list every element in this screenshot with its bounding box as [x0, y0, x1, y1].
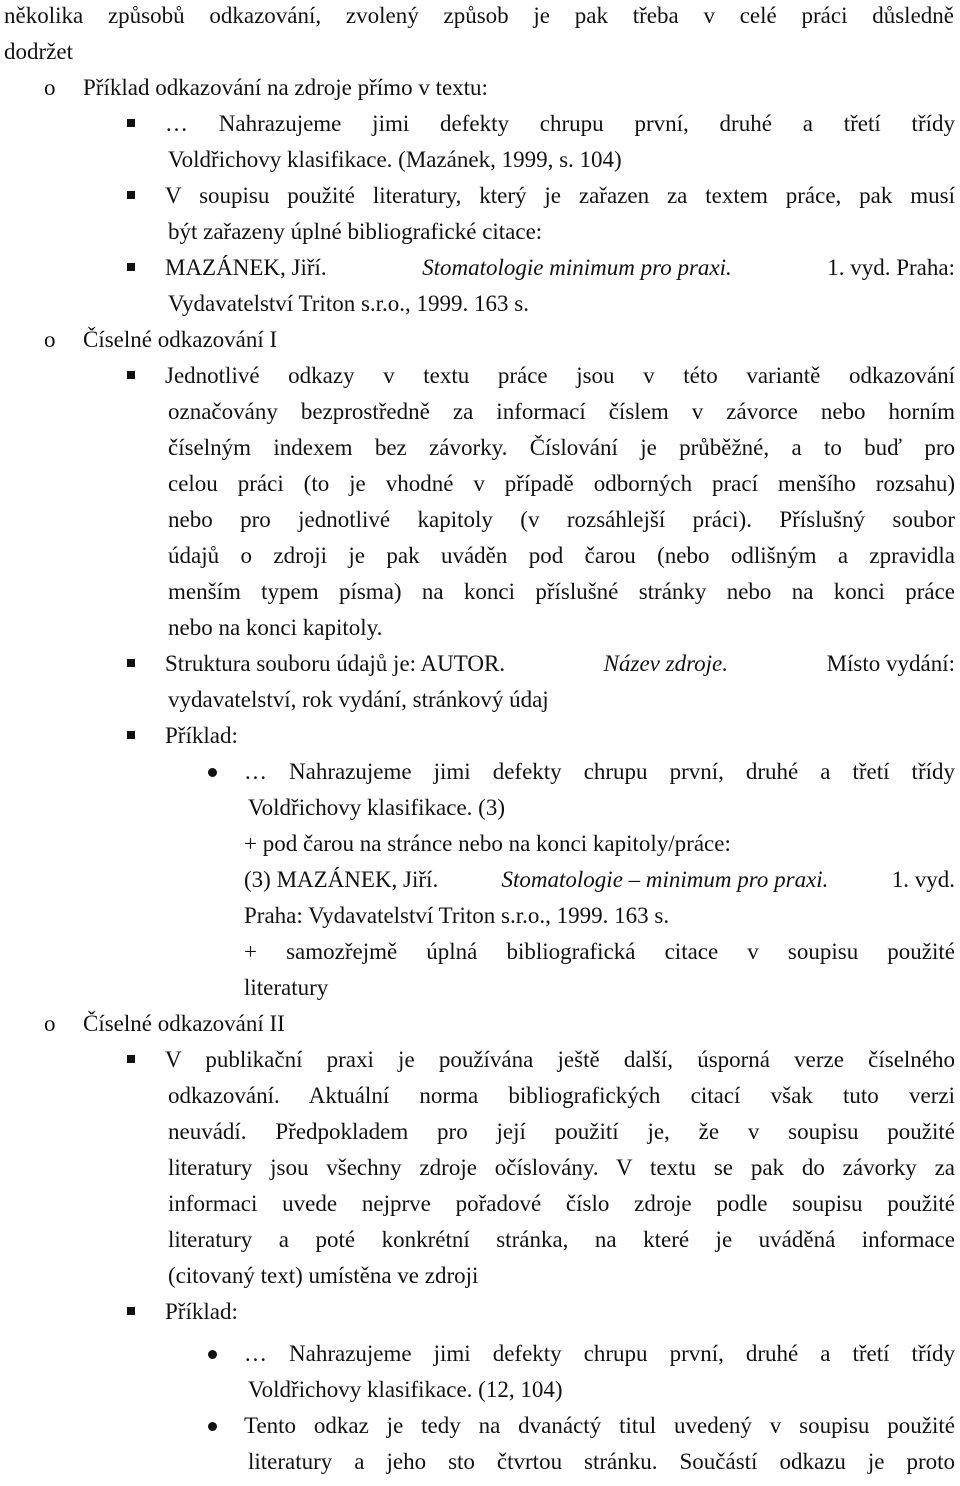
- citation-author: (3) MAZÁNEK, Jiří.: [244, 867, 439, 892]
- paragraph-line: několika způsobů odkazování, zvolený způsob je pak třeba v celé práci důsledně: [4, 3, 954, 28]
- example-citation-line: [244, 862, 955, 898]
- citation-edition: 1. vyd. Praha:: [827, 255, 955, 280]
- list-heading: Číselné odkazování II: [83, 1011, 285, 1036]
- structure-text: Struktura souboru údajů je: AUTOR.: [165, 651, 506, 676]
- example-line: … Nahrazujeme jimi defekty chrupu první, druhé a třetí třídy: [244, 759, 955, 784]
- list-item-line: (citovaný text) umístěna ve zdroji: [168, 1263, 479, 1288]
- example-citation-line: Praha: Vydavatelství Triton s.r.o., 1999. 163 s.: [244, 903, 670, 928]
- example-line: Tento odkaz je tedy na dvanáctý titul uvedený v soupisu použité: [244, 1413, 955, 1438]
- list-item-line: V publikační praxi je používána ještě další, úsporná verze číselného: [165, 1047, 955, 1072]
- square-bullet: [127, 1307, 135, 1315]
- round-bullet: [208, 768, 217, 777]
- list-heading: Příklad odkazování na zdroje přímo v textu:: [83, 75, 488, 100]
- citation-edition: 1. vyd.: [891, 867, 955, 892]
- square-bullet: [127, 263, 135, 271]
- list-item-line: nebo pro jednotlivé kapitoly (v rozsáhlejší práci). Příslušný soubor: [168, 507, 955, 532]
- citation-title: Stomatologie – minimum pro praxi.: [501, 867, 829, 892]
- list-item-line: Příklad:: [165, 1299, 238, 1324]
- list-item-line: celou práci (to je vhodné v případě odborných prací menšího rozsahu): [168, 471, 955, 496]
- citation-line: [165, 250, 955, 286]
- list-item-line: [165, 646, 955, 682]
- list-item-line: odkazování. Aktuální norma bibliografických citací však tuto verzi: [168, 1083, 955, 1108]
- list-item-line: neuvádí. Předpokladem pro její použití je, že v soupisu použité: [168, 1119, 955, 1144]
- list-item-line: označovány bezprostředně za informací číslem v závorce nebo horním: [168, 399, 955, 424]
- list-item-line: literatury a poté konkrétní stránka, na které je uváděná informace: [168, 1227, 955, 1252]
- example-line: + samozřejmě úplná bibliografická citace v soupisu použité: [244, 939, 955, 964]
- list-item-line: menším typem písma) na konci příslušné stránky nebo na konci práce: [168, 579, 955, 604]
- list-item-line: … Nahrazujeme jimi defekty chrupu první, druhé a třetí třídy: [165, 111, 955, 136]
- list-item-line: Příklad:: [165, 723, 238, 748]
- structure-title: Název zdroje.: [603, 651, 729, 676]
- list-item-line: nebo na konci kapitoly.: [168, 615, 383, 640]
- example-line: Voldřichovy klasifikace. (3): [248, 795, 505, 820]
- citation-author: MAZÁNEK, Jiří.: [165, 255, 327, 280]
- o-bullet: o: [44, 1011, 56, 1036]
- list-item-line: Jednotlivé odkazy v textu práce jsou v této variantě odkazování: [165, 363, 955, 388]
- o-bullet: o: [44, 75, 56, 100]
- o-bullet: o: [44, 327, 56, 352]
- list-item-line: informaci uvede nejprve pořadové číslo zdroje podle soupisu použité: [168, 1191, 955, 1216]
- structure-place: Místo vydání:: [826, 651, 955, 676]
- list-heading: Číselné odkazování I: [83, 327, 278, 352]
- paragraph-line: dodržet: [4, 39, 73, 64]
- round-bullet: [208, 1350, 217, 1359]
- example-line: literatury a jeho sto čtvrtou stránku. Součástí odkazu je proto: [248, 1449, 955, 1474]
- square-bullet: [127, 191, 135, 199]
- square-bullet: [127, 371, 135, 379]
- square-bullet: [127, 1055, 135, 1063]
- square-bullet: [127, 731, 135, 739]
- list-item-line: literatury jsou všechny zdroje očíslovány. V textu se pak do závorky za: [168, 1155, 955, 1180]
- round-bullet: [208, 1422, 217, 1431]
- citation-line: Vydavatelství Triton s.r.o., 1999. 163 s.: [168, 291, 530, 316]
- list-item-line: údajů o zdroji je pak uváděn pod čarou (nebo odlišným a zpravidla: [168, 543, 955, 568]
- list-item-line: vydavatelství, rok vydání, stránkový údaj: [168, 687, 549, 712]
- list-item-line: být zařazeny úplné bibliografické citace:: [168, 219, 543, 244]
- list-item-line: číselným indexem bez závorky. Číslování je průběžné, a to buď pro: [168, 435, 955, 460]
- square-bullet: [127, 119, 135, 127]
- example-line: literatury: [244, 975, 329, 1000]
- example-line: + pod čarou na stránce nebo na konci kapitoly/práce:: [244, 831, 731, 856]
- citation-title: Stomatologie minimum pro praxi.: [422, 255, 732, 280]
- example-line: Voldřichovy klasifikace. (12, 104): [248, 1377, 563, 1402]
- list-item-line: Voldřichovy klasifikace. (Mazánek, 1999, s. 104): [168, 147, 622, 172]
- list-item-line: V soupisu použité literatury, který je zařazen za textem práce, pak musí: [165, 183, 955, 208]
- square-bullet: [127, 659, 135, 667]
- example-line: … Nahrazujeme jimi defekty chrupu první, druhé a třetí třídy: [244, 1341, 955, 1366]
